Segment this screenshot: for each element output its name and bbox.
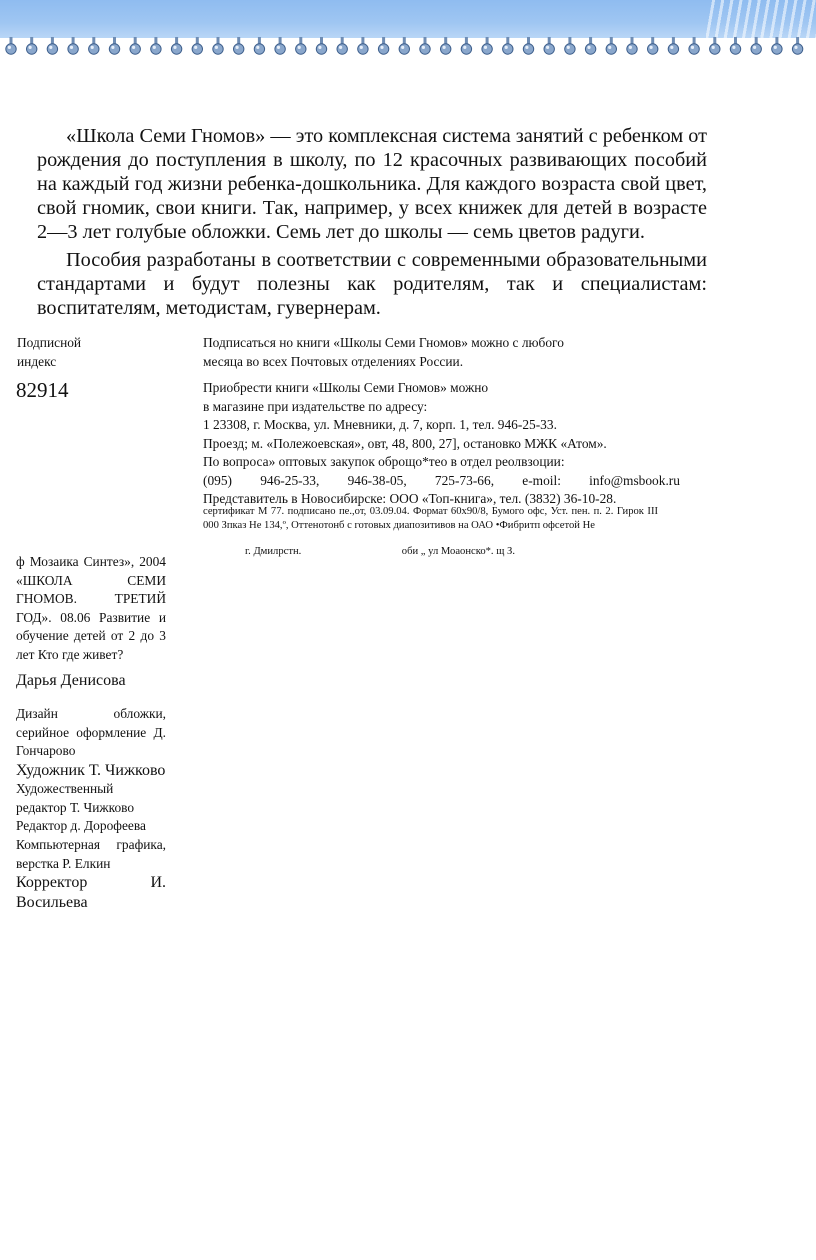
spiral-ring <box>171 37 181 54</box>
spiral-ring <box>606 37 616 54</box>
credit-art-editor: Художественный редактор Т. Чижково <box>16 781 135 815</box>
spiral-ring <box>213 37 223 54</box>
certificate-line2 <box>245 545 515 559</box>
spiral-ring <box>523 37 533 54</box>
purchase-line2: в магазине при издательстве по адресу: <box>203 398 428 414</box>
spiral-ring <box>316 37 326 54</box>
spiral-ring <box>730 37 740 54</box>
spiral-ring <box>130 37 140 54</box>
spiral-ring <box>585 37 595 54</box>
spiral-ring <box>503 37 513 54</box>
email-address: info@msbook.ru <box>589 472 680 488</box>
subscription-label-line2: индекс <box>17 353 57 369</box>
purchase-line1: Приобрести книги «Школы Семи Гномов» можно <box>203 380 489 395</box>
spiral-ring <box>461 37 471 54</box>
author-name: Дарья Денисова <box>16 672 126 689</box>
subscription-label-line1: Подписной <box>17 335 82 350</box>
credit-artist: Художник Т. Чижково <box>16 761 166 779</box>
credit-graphics: Компьютерная графика, верстка Р. Елкин <box>16 837 166 871</box>
spiral-ring <box>648 37 658 54</box>
spiral-rings <box>0 37 816 59</box>
purchase-directions: Проезд; м. «Полежоевская», овт, 48, 800, 27], остановко МЖК «Атом». <box>203 435 607 451</box>
phone-2: 946-38-05, <box>347 472 407 488</box>
certificate-address: оби „ ул Моаонско*. щ З. <box>401 546 515 557</box>
credit-corrector: Корректор И. Восильева <box>16 874 166 911</box>
spiral-ring <box>565 37 575 54</box>
subscription-label <box>17 334 127 371</box>
spiral-ring <box>544 37 554 54</box>
intro-text <box>37 124 707 320</box>
intro-paragraph-1: «Школа Семи Гномов» — это комплексная система занятий с ребенком от рождения до поступления в школу, по 12 красочных развивающих пособий на каждый год жизни ребенка-дошкольника. Для каждого возраста свой цвет, свой гномик, свои книги. Так, например, у всех книжек для детей в возрасте 2—3 лет голубые обложки. Семь лет до школы — семь цветов радуги. <box>37 125 707 243</box>
spiral-ring <box>420 37 430 54</box>
subscription-index: 82914 <box>16 378 69 402</box>
spiral-ring <box>275 37 285 54</box>
purchase-info <box>203 379 680 509</box>
spiral-ring <box>751 37 761 54</box>
email-label: e-moil: <box>522 472 561 488</box>
certificate-text: сертификат М 77. подписано пе.,от, 03.09.04. Формат 60х90/8, Бумого офс, Уст. пен. п. 2. Гирок III 000 Зпказ Не 134,º, Оттенотонб с готовых диапозитивов на ОАО •Фибритп офсетой Не <box>203 506 658 531</box>
certificate-city: г. Дмилрстн. <box>245 546 302 557</box>
novosibirsk-representative: Представитель в Новосибирске: ООО «Топ-книга», тел. (3832) 36-10-28. <box>203 491 617 506</box>
spiral-ring <box>689 37 699 54</box>
credit-editor: Редактор д. Дорофеева <box>16 818 146 834</box>
spiral-ring <box>234 37 244 54</box>
purchase-address: 1 23308, г. Москва, ул. Мневники, д. 7, корп. 1, тел. 946-25-33. <box>203 417 557 432</box>
spiral-ring <box>254 37 264 54</box>
spiral-ring <box>109 37 119 54</box>
spiral-ring <box>792 37 802 54</box>
purchase-wholesale: По вопроса» оптовых закупок оброщо*тео в отдел реолвзоции: <box>203 454 565 469</box>
credit-cover-design: Дизайн обложки, серийное оформление Д. Гончарово <box>16 706 166 759</box>
spiral-ring <box>710 37 720 54</box>
purchase-contacts <box>203 472 680 491</box>
subscription-info-line2: месяца во всех Почтовых отделениях России. <box>203 353 464 369</box>
spiral-ring <box>47 37 57 54</box>
spiral-ring <box>192 37 202 54</box>
spiral-ring <box>482 37 492 54</box>
spiral-ring <box>89 37 99 54</box>
banner-ornament <box>706 0 816 42</box>
copyright-block: ф Мозаика Синтез», 2004 «ШКОЛА СЕМИ ГНОМОВ. ТРЕТИЙ ГОД». 08.06 Развитие и обучение детей от 2 до 3 лет Кто где живет? <box>16 554 166 662</box>
top-banner <box>0 0 816 38</box>
spiral-ring <box>441 37 451 54</box>
spiral-ring <box>296 37 306 54</box>
spiral-ring <box>358 37 368 54</box>
spiral-ring <box>378 37 388 54</box>
spiral-ring <box>27 37 37 54</box>
spiral-ring <box>668 37 678 54</box>
intro-paragraph-2: Пособия разработаны в соответствии с современными образовательными стандартами и будут полезны как родителям, так и специалистам: воспитателям, методистам, гувернерам. <box>37 249 707 319</box>
spiral-ring <box>399 37 409 54</box>
spiral-binding <box>0 37 816 59</box>
subscription-info-line1: Подписаться но книги «Школы Семи Гномов» можно с любого <box>203 335 564 350</box>
subscription-info <box>203 334 643 371</box>
spiral-ring <box>6 37 16 54</box>
spiral-ring <box>627 37 637 54</box>
phone-1: 946-25-33, <box>260 472 320 488</box>
spiral-ring <box>772 37 782 54</box>
spiral-ring <box>151 37 161 54</box>
phone-code: (095) <box>203 472 233 488</box>
spiral-ring <box>68 37 78 54</box>
spiral-ring <box>337 37 347 54</box>
phone-3: 725-73-66, <box>434 472 495 488</box>
credits-block <box>16 705 166 912</box>
